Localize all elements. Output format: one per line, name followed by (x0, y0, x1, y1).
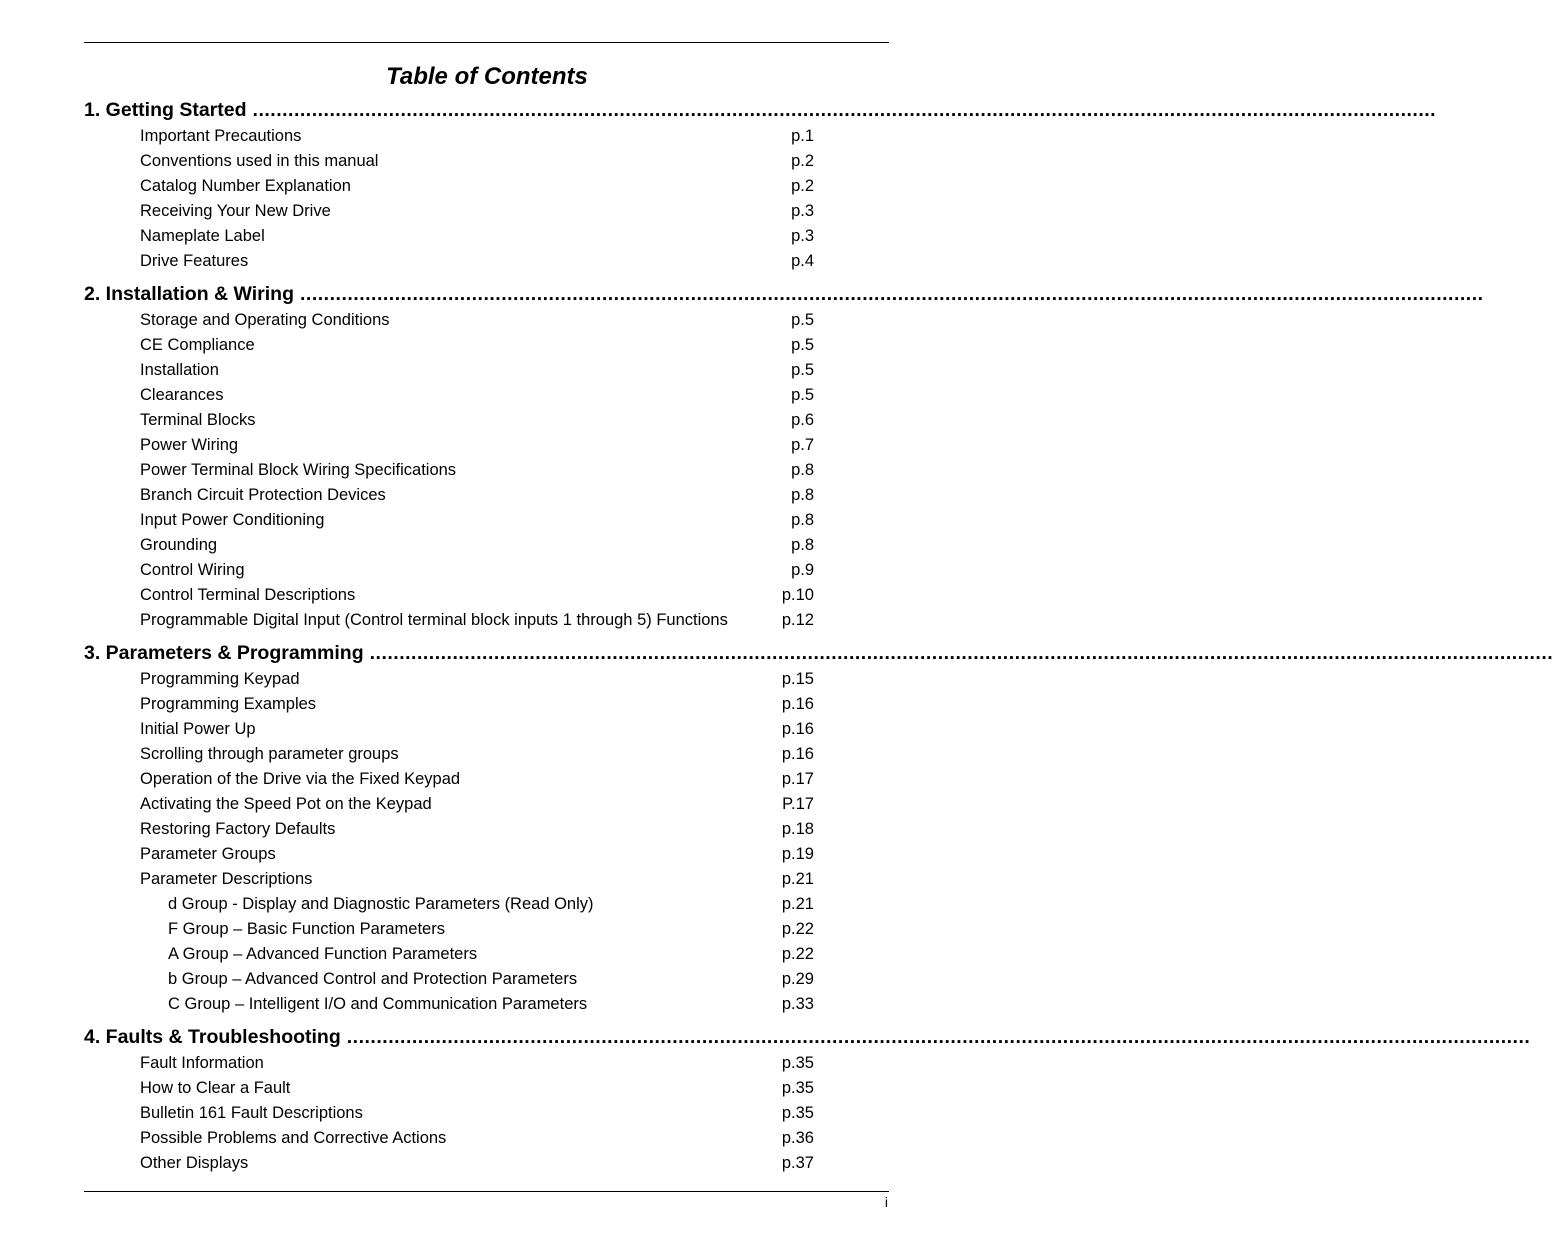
entry-label: Programmable Digital Input (Control terminal block inputs 1 through 5) Functions (140, 611, 728, 629)
entry-label: Parameter Groups (140, 845, 276, 863)
toc-entry[interactable] (0, 533, 954, 558)
entry-page-number: p.2 (791, 177, 814, 195)
entry-label: Scrolling through parameter groups (140, 745, 399, 763)
entry-label: b Group – Advanced Control and Protection Parameters (168, 970, 578, 988)
toc-entry[interactable] (0, 124, 954, 149)
entry-page-number: p.5 (791, 311, 814, 329)
entry-page-number: p.16 (781, 720, 814, 738)
toc-subentry[interactable] (0, 967, 954, 992)
entry-page-number: p.18 (781, 820, 814, 838)
entry-page-number: p.9 (791, 561, 814, 579)
toc-subentry[interactable] (0, 992, 954, 1017)
toc-entry[interactable] (0, 358, 954, 383)
toc-entry[interactable] (0, 149, 954, 174)
entry-label: Fault Information (140, 1054, 264, 1072)
entry-page-number: p.22 (781, 920, 814, 938)
toc-entry[interactable] (0, 408, 954, 433)
entry-label: Activating the Speed Pot on the Keypad (140, 795, 432, 813)
entry-label: Terminal Blocks (140, 411, 256, 429)
toc-entry[interactable] (0, 608, 954, 633)
toc-entry[interactable] (0, 792, 954, 817)
toc-entry[interactable] (0, 867, 954, 892)
toc-entry[interactable] (0, 333, 954, 358)
section-heading[interactable] (84, 1023, 1531, 1051)
toc-entry[interactable] (0, 249, 954, 274)
entry-label: Bulletin 161 Fault Descriptions (140, 1104, 363, 1122)
entry-label: Other Displays (140, 1154, 249, 1172)
entry-label: CE Compliance (140, 336, 255, 354)
dot-leader: ........................................................................................................................................................................................................ (300, 282, 1484, 305)
entry-page-number: p.4 (791, 252, 814, 270)
entry-page-number: p.5 (791, 361, 814, 379)
entry-page-number: P.17 (782, 795, 814, 813)
toc-entry[interactable] (0, 1051, 954, 1076)
entry-page-number: p.21 (781, 895, 814, 913)
table-of-contents (0, 96, 1553, 1176)
entry-page-number: p.22 (781, 945, 814, 963)
section-title: 4. Faults & Troubleshooting (84, 1025, 341, 1048)
section-heading[interactable] (84, 639, 1553, 667)
entry-page-number: p.2 (791, 152, 814, 170)
entry-page-number: p.16 (781, 695, 814, 713)
section-title: 2. Installation & Wiring (84, 282, 295, 305)
entry-page-number: p.8 (791, 511, 814, 529)
entry-label: Operation of the Drive via the Fixed Keypad (140, 770, 461, 788)
section-title: 3. Parameters & Programming (84, 641, 364, 664)
section-title: 1. Getting Started (84, 98, 247, 121)
entry-label: Control Wiring (140, 561, 245, 579)
entry-page-number: p.36 (781, 1129, 814, 1147)
entry-page-number: p.3 (791, 227, 814, 245)
entry-label: Nameplate Label (140, 227, 265, 245)
entry-page-number: p.5 (791, 336, 814, 354)
toc-entry[interactable] (0, 692, 954, 717)
entry-label: Possible Problems and Corrective Actions (140, 1129, 447, 1147)
toc-entry[interactable] (0, 1101, 954, 1126)
entry-label: Clearances (140, 386, 224, 404)
toc-entry[interactable] (0, 558, 954, 583)
toc-entry[interactable] (0, 817, 954, 842)
entry-label: Power Wiring (140, 436, 239, 454)
entry-page-number: p.37 (781, 1154, 814, 1172)
entry-label: Catalog Number Explanation (140, 177, 351, 195)
toc-entry[interactable] (0, 583, 954, 608)
entry-label: C Group – Intelligent I/O and Communication Parameters (168, 995, 588, 1013)
bottom-rule (84, 1191, 889, 1192)
entry-label: Storage and Operating Conditions (140, 311, 390, 329)
toc-entry[interactable] (0, 433, 954, 458)
entry-label: F Group – Basic Function Parameters (168, 920, 445, 938)
entry-label: Programming Examples (140, 695, 317, 713)
entry-label: Grounding (140, 536, 218, 554)
dot-leader: ........................................................................................................................................................................................................ (252, 98, 1437, 121)
entry-page-number: p.16 (781, 745, 814, 763)
entry-label: d Group - Display and Diagnostic Parameters (Read Only) (168, 895, 594, 913)
toc-entry[interactable] (0, 842, 954, 867)
toc-entry[interactable] (0, 742, 954, 767)
entry-page-number: p.8 (791, 536, 814, 554)
entry-label: How to Clear a Fault (140, 1079, 291, 1097)
entry-page-number: p.35 (781, 1079, 814, 1097)
entry-page-number: p.19 (781, 845, 814, 863)
entry-label: Restoring Factory Defaults (140, 820, 336, 838)
entry-label: Power Terminal Block Wiring Specifications (140, 461, 457, 479)
dot-leader: ........................................................................................................................................................................................................ (346, 1025, 1531, 1048)
top-rule (84, 42, 889, 43)
entry-page-number: p.8 (791, 486, 814, 504)
entry-label: Installation (140, 361, 219, 379)
toc-entry[interactable] (0, 767, 954, 792)
entry-page-number: p.7 (791, 436, 814, 454)
toc-entry[interactable] (0, 458, 954, 483)
toc-entry[interactable] (0, 1126, 954, 1151)
toc-subentry[interactable] (0, 942, 954, 967)
entry-page-number: p.35 (781, 1104, 814, 1122)
toc-entry[interactable] (0, 308, 954, 333)
section-heading[interactable] (84, 96, 1437, 124)
toc-entry[interactable] (0, 483, 954, 508)
toc-entry[interactable] (0, 508, 954, 533)
entry-label: Initial Power Up (140, 720, 256, 738)
toc-entry[interactable] (0, 667, 954, 692)
entry-label: Programming Keypad (140, 670, 300, 688)
entry-page-number: p.5 (791, 386, 814, 404)
page-number: i (884, 1194, 888, 1210)
entry-label: Drive Features (140, 252, 249, 270)
entry-label: A Group – Advanced Function Parameters (168, 945, 478, 963)
dot-leader: ........................................................................................................................................................................................................ (369, 641, 1553, 664)
toc-entry[interactable] (0, 717, 954, 742)
toc-subentry[interactable] (0, 917, 954, 942)
toc-entry[interactable] (0, 224, 954, 249)
entry-label: Parameter Descriptions (140, 870, 313, 888)
entry-page-number: p.35 (781, 1054, 814, 1072)
entry-page-number: p.21 (781, 870, 814, 888)
toc-entry[interactable] (0, 174, 954, 199)
entry-page-number: p.33 (781, 995, 814, 1013)
entry-label: Receiving Your New Drive (140, 202, 331, 220)
entry-page-number: p.10 (781, 586, 814, 604)
toc-entry[interactable] (0, 1076, 954, 1101)
toc-entry[interactable] (0, 199, 954, 224)
toc-entry[interactable] (0, 383, 954, 408)
entry-page-number: p.15 (781, 670, 814, 688)
entry-page-number: p.8 (791, 461, 814, 479)
entry-page-number: p.17 (781, 770, 814, 788)
entry-page-number: p.29 (781, 970, 814, 988)
entry-label: Input Power Conditioning (140, 511, 325, 529)
toc-subentry[interactable] (0, 892, 954, 917)
section-heading[interactable] (84, 280, 1484, 308)
toc-entry[interactable] (0, 1151, 954, 1176)
entry-label: Important Precautions (140, 127, 302, 145)
page-title: Table of Contents (386, 63, 588, 90)
entry-page-number: p.1 (791, 127, 814, 145)
entry-label: Branch Circuit Protection Devices (140, 486, 386, 504)
entry-label: Conventions used in this manual (140, 152, 379, 170)
entry-page-number: p.6 (791, 411, 814, 429)
entry-page-number: p.12 (781, 611, 814, 629)
entry-page-number: p.3 (791, 202, 814, 220)
entry-label: Control Terminal Descriptions (140, 586, 356, 604)
